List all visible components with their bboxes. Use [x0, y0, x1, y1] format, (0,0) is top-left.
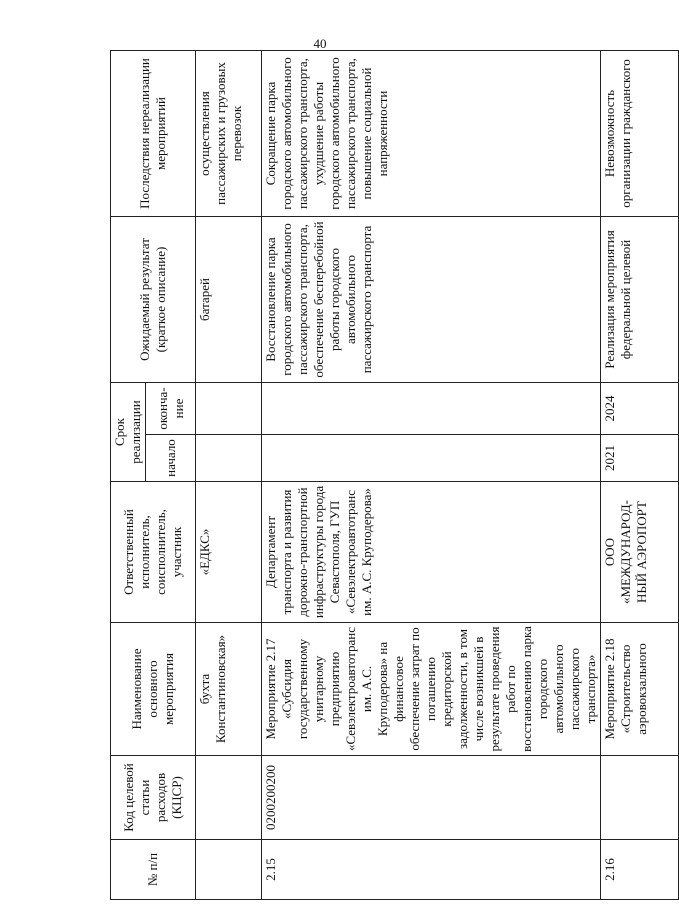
header-end: оконча-ние: [146, 383, 196, 435]
cell-result: Реализация мероприятия федеральной целевой: [601, 217, 679, 383]
cell-num: 2.15: [262, 840, 601, 900]
cell-num: [196, 840, 262, 900]
cell-end: [262, 383, 601, 435]
header-num: № п/п: [111, 840, 196, 900]
header-responsible: Ответственный исполнитель, соисполнитель, участник: [111, 482, 196, 623]
cell-name: Мероприятие 2.17 «Субсидия государственному унитарному предприятию «Севэлектроавтотранс им. А.С. Круподерова» на финансовое обеспечение затрат по погашению кредиторской задолженности, в том числе возникшей в результате проведения работ по восстановлению парка городского автомобильного пассажирского транспорта»: [262, 623, 601, 756]
table-row: [196, 51, 262, 900]
cell-start: [196, 435, 262, 482]
cell-start: 2021: [601, 435, 679, 482]
cell-result: Восстановление парка городского автомобильного пассажирского транспорта, обеспечение бесперебойной работы городского автомобильного пассажирского транспорта: [262, 217, 601, 383]
cell-responsible: ООО «МЕЖДУНАРОД-НЫЙ АЭРОПОРТ: [601, 482, 679, 623]
header-start: начало: [146, 435, 196, 482]
cell-end: 2024: [601, 383, 679, 435]
cell-num: 2.16: [601, 840, 679, 900]
cell-code: [196, 756, 262, 840]
header-result: Ожидаемый результат (краткое описание): [111, 217, 196, 383]
measures-table: [110, 50, 679, 900]
cell-responsible: Департамент транспорта и развития дорожно-транспортной инфраструктуры города Севастополя, ГУП «Севэлектроавтотранс им. А.С. Круподерова»: [262, 482, 601, 623]
page-number: 40: [313, 36, 327, 51]
header-term: Срок реализации: [111, 383, 146, 482]
cell-consequences: Невозможность организации гражданского: [601, 51, 679, 217]
header-name: Наименование основного мероприятия: [111, 623, 196, 756]
header-row-1: [111, 51, 146, 900]
rotated-table-sheet: [110, 51, 649, 900]
cell-code: 0200200200: [262, 756, 601, 840]
cell-consequences: осуществления пассажирских и грузовых перевозок: [196, 51, 262, 217]
cell-result: батарей: [196, 217, 262, 383]
header-consequences: Последствия нереализации мероприятий: [111, 51, 196, 217]
table-row: [262, 51, 601, 900]
table-wrapper: [110, 51, 649, 900]
cell-code: [601, 756, 679, 840]
cell-name: бухта Константиновская»: [196, 623, 262, 756]
cell-start: [262, 435, 601, 482]
table-row: [601, 51, 679, 900]
cell-responsible: «ЕДКС»: [196, 482, 262, 623]
cell-name: Мероприятие 2.18 «Строительство аэровокзального: [601, 623, 679, 756]
cell-consequences: Сокращение парка городского автомобильного пассажирского транспорта, ухудшение работы городского автомобильного пассажирского транспорта, повышение социальной напряженности: [262, 51, 601, 217]
header-code: Код целевой статьи расходов (КЦСР): [111, 756, 196, 840]
cell-end: [196, 383, 262, 435]
